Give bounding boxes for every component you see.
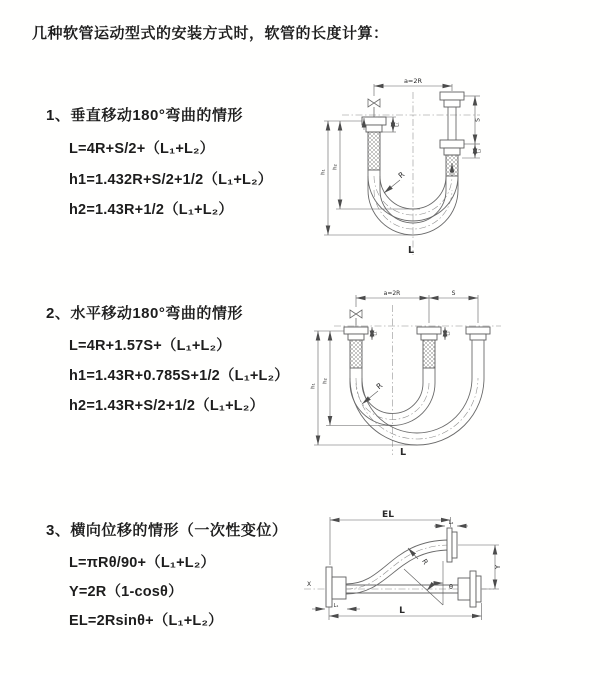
diagram-horizontal-180-bend xyxy=(306,283,591,458)
hose-s-curve xyxy=(346,540,450,594)
section2-heading: 2、水平移动180°弯曲的情形 xyxy=(46,305,243,322)
dim-label-h2: h₂ xyxy=(322,378,329,384)
dim-label-el: EL xyxy=(382,510,394,520)
dim-label-l1: L₁ xyxy=(373,331,379,336)
section2-formula-h2: h2=1.43R+S/2+1/2（L₁+L₂） xyxy=(69,398,265,414)
dim-label-a2r: a=2R xyxy=(383,290,401,297)
section2-formula-h1: h1=1.43R+0.785S+1/2（L₁+L₂） xyxy=(69,368,289,384)
dim-l1 xyxy=(312,603,360,609)
centerlines xyxy=(342,92,480,255)
dim-label-y: Y xyxy=(494,564,502,570)
dim-label-theta: θ xyxy=(449,583,453,591)
angle-theta xyxy=(404,561,453,605)
radius-callout xyxy=(362,381,384,404)
dim-el xyxy=(330,510,451,565)
section2-formula-L: L=4R+1.57S+（L₁+L₂） xyxy=(69,338,231,354)
section1-heading: 1、垂直移动180°弯曲的情形 xyxy=(46,107,243,124)
dim-s xyxy=(462,96,483,158)
dim-label-s: S xyxy=(474,118,482,122)
dim-label-l1: L₁ xyxy=(333,603,339,609)
dim-a2r-s xyxy=(356,290,478,323)
dim-label-l: L xyxy=(399,606,405,616)
section3-formula-L: L=πRθ/90+（L₁+L₂） xyxy=(69,555,216,571)
dim-label-r: R xyxy=(374,380,385,392)
dim-label-h1: h₁ xyxy=(310,383,317,389)
dim-label-l: L xyxy=(399,447,407,458)
dim-label-r: R xyxy=(420,557,430,567)
section1-formula-h1: h1=1.432R+S/2+1/2（L₁+L₂） xyxy=(69,172,273,188)
dim-label-l2: L₂ xyxy=(477,148,483,154)
section3-formula-Y: Y=2R（1-cosθ） xyxy=(69,584,183,600)
upper-flange xyxy=(447,528,457,562)
dim-label-s: S xyxy=(451,290,456,297)
section1-formula-L: L=4R+S/2+（L₁+L₂） xyxy=(69,141,215,157)
right-pipe-moved xyxy=(466,327,490,378)
dim-label-l2: L₂ xyxy=(446,331,452,336)
middle-pipe xyxy=(417,327,441,383)
braided-hose-section xyxy=(423,340,435,368)
dim-l2 xyxy=(434,520,468,526)
dim-label-l: L xyxy=(407,245,415,256)
dim-label-l1: L₁ xyxy=(395,122,401,127)
left-flange xyxy=(326,567,346,607)
valve-icon xyxy=(350,310,362,318)
dim-label-h1: h₁ xyxy=(320,169,327,175)
diagram-lateral-displacement xyxy=(298,505,598,650)
braided-hose-section xyxy=(350,340,362,368)
left-pipe xyxy=(344,327,368,383)
page-title: 几种软管运动型式的安装方式时，软管的长度计算： xyxy=(32,25,389,42)
section3-formula-EL: EL=2Rsinθ+（L₁+L₂） xyxy=(69,613,223,629)
valve-icon xyxy=(368,99,380,107)
right-pipe xyxy=(440,92,464,190)
dim-label-r: R xyxy=(396,169,407,181)
diagram-vertical-180-bend xyxy=(312,72,592,257)
radius-callout xyxy=(384,170,406,193)
braided-hose-section xyxy=(368,132,380,170)
axis-label-x: X xyxy=(307,581,312,588)
section1-formula-h2: h2=1.43R+1/2（L₁+L₂） xyxy=(69,202,234,218)
dim-h1-h2 xyxy=(311,331,418,445)
dim-label-a2r: a=2R xyxy=(403,77,423,85)
dim-l xyxy=(329,603,482,620)
section3-heading: 3、横向位移的情形（一次性变位） xyxy=(46,522,288,539)
dim-label-h2: h₂ xyxy=(332,164,339,170)
dim-label-l2: L₂ xyxy=(448,520,454,526)
